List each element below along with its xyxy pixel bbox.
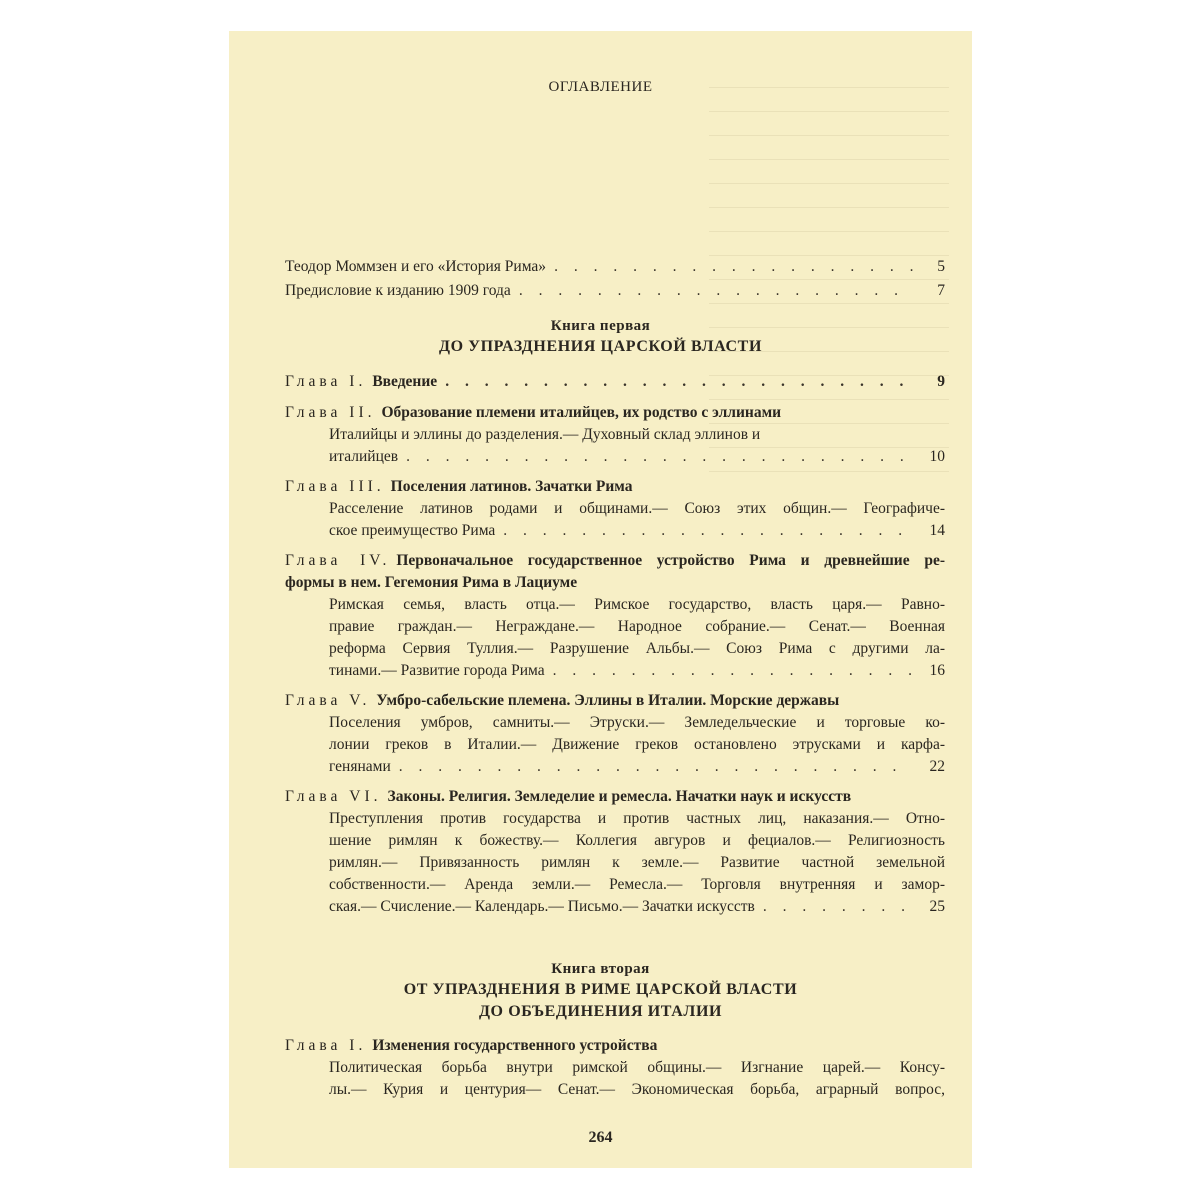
toc-chapter-1-6[interactable] xyxy=(285,787,945,807)
chapter-summary-line: Расселение латинов родами и общинами.— Союз этих общин.— Географиче- xyxy=(329,500,945,517)
chapter-summary-line: Политическая борьба внутри римской общины.— Изгнание царей.— Консу- xyxy=(329,1059,945,1076)
summary-text: генянами xyxy=(329,758,391,775)
chapter-page: 9 xyxy=(937,373,945,390)
chapter-title: Изменения государственного устройства xyxy=(372,1037,658,1054)
leader-dots xyxy=(399,757,913,777)
chapter-page: 16 xyxy=(929,662,945,679)
toc-chapter-2-1[interactable] xyxy=(285,1036,945,1056)
toc-chapter-1-4[interactable] xyxy=(285,551,945,571)
chapter-label: Глава IV. xyxy=(285,552,391,569)
chapter-summary-line: римлян.— Привязанность римлян к земле.— Развитие частной земельной xyxy=(329,854,945,871)
chapter-title-continued: формы в нем. Гегемония Рима в Лациуме xyxy=(285,574,578,591)
chapter-summary-line: Италийцы и эллины до разделения.— Духовный склад эллинов и xyxy=(329,426,761,443)
entry-title: Предисловие к изданию 1909 года xyxy=(285,282,511,299)
chapter-summary-line: лонии греков в Италии.— Движение греков остановлено этрусками и карфа- xyxy=(329,736,945,753)
entry-page: 5 xyxy=(937,258,945,275)
leader-dots xyxy=(553,661,913,681)
chapter-page: 25 xyxy=(929,898,945,915)
chapter-summary-line: правие граждан.— Неграждане.— Народное собрание.— Сенат.— Военная xyxy=(329,618,945,635)
summary-text: ская.— Счисление.— Календарь.— Письмо.— Зачатки искусств xyxy=(329,898,755,915)
chapter-summary-last xyxy=(329,521,945,541)
chapter-title: Первоначальное государственное устройство Рима и древнейшие ре- xyxy=(396,552,945,569)
chapter-label: Глава VI. xyxy=(285,788,382,805)
chapter-label: Глава I. xyxy=(285,373,367,390)
book-two-label: Книга вторая xyxy=(551,961,650,977)
toc-chapter-1-2[interactable] xyxy=(285,403,945,423)
leader-dots xyxy=(763,897,913,917)
page-number: 264 xyxy=(588,1129,613,1146)
toc-chapter-1-5[interactable] xyxy=(285,691,945,711)
chapter-page: 22 xyxy=(929,758,945,775)
toc-entry-preface[interactable] xyxy=(285,281,945,301)
toc-entry-mommsen[interactable] xyxy=(285,257,945,277)
summary-text: ское преимущество Рима xyxy=(329,522,496,539)
chapter-title: Образование племени италийцев, их родство с эллинами xyxy=(381,404,782,421)
chapter-summary-line: шение римлян к божеству.— Коллегия авгуров и фециалов.— Религиозность xyxy=(329,832,945,849)
entry-title: Теодор Моммзен и его «История Рима» xyxy=(285,258,547,275)
chapter-summary-last xyxy=(329,661,945,681)
toc-chapter-1-3[interactable] xyxy=(285,477,945,497)
chapter-title: Введение xyxy=(372,373,438,390)
book-two-title-line2: ДО ОБЪЕДИНЕНИЯ ИТАЛИИ xyxy=(478,1003,723,1020)
chapter-summary-last xyxy=(329,897,945,917)
chapter-page: 14 xyxy=(929,522,945,539)
chapter-summary-line: реформа Сервия Туллия.— Разрушение Альбы.— Союз Рима с другими ла- xyxy=(329,640,945,657)
book-two-title-line1: ОТ УПРАЗДНЕНИЯ В РИМЕ ЦАРСКОЙ ВЛАСТИ xyxy=(403,981,798,998)
book-one-title: ДО УПРАЗДНЕНИЯ ЦАРСКОЙ ВЛАСТИ xyxy=(439,338,762,355)
chapter-label: Глава II. xyxy=(285,404,376,421)
chapter-summary-line: Преступления против государства и против частных лиц, наказания.— Отно- xyxy=(329,810,945,827)
chapter-title: Поселения латинов. Зачатки Рима xyxy=(390,478,633,495)
chapter-label: Глава III. xyxy=(285,478,385,495)
leader-dots xyxy=(519,281,913,301)
leader-dots xyxy=(554,257,913,277)
chapter-summary-line: Поселения умбров, самниты.— Этруски.— Земледельческие и торговые ко- xyxy=(329,714,945,731)
chapter-summary-last xyxy=(329,447,945,467)
toc-chapter-1-1[interactable] xyxy=(285,372,945,392)
chapter-summary-line: Римская семья, власть отца.— Римское государство, власть царя.— Равно- xyxy=(329,596,945,613)
leader-dots xyxy=(503,521,913,541)
chapter-summary-line: лы.— Курия и центурия— Сенат.— Экономическая борьба, аграрный вопрос, xyxy=(329,1081,945,1098)
book-one-label: Книга первая xyxy=(550,318,651,334)
chapter-page: 10 xyxy=(929,448,945,465)
summary-text: италийцев xyxy=(329,448,399,465)
leader-dots xyxy=(445,372,913,392)
chapter-label: Глава V. xyxy=(285,692,371,709)
chapter-summary-last xyxy=(329,757,945,777)
chapter-title: Законы. Религия. Земледелие и ремесла. Начатки наук и искусств xyxy=(387,788,852,805)
chapter-summary-line: собственности.— Аренда земли.— Ремесла.— Торговля внутренняя и замор- xyxy=(329,876,945,893)
toc-title: ОГЛАВЛЕНИЕ xyxy=(548,79,653,95)
chapter-label: Глава I. xyxy=(285,1037,367,1054)
entry-page: 7 xyxy=(937,282,945,299)
leader-dots xyxy=(406,447,913,467)
chapter-title: Умбро-сабельские племена. Эллины в Италии. Морские державы xyxy=(376,692,840,709)
book-page xyxy=(229,31,972,1168)
summary-text: тинами.— Развитие города Рима xyxy=(329,662,545,679)
